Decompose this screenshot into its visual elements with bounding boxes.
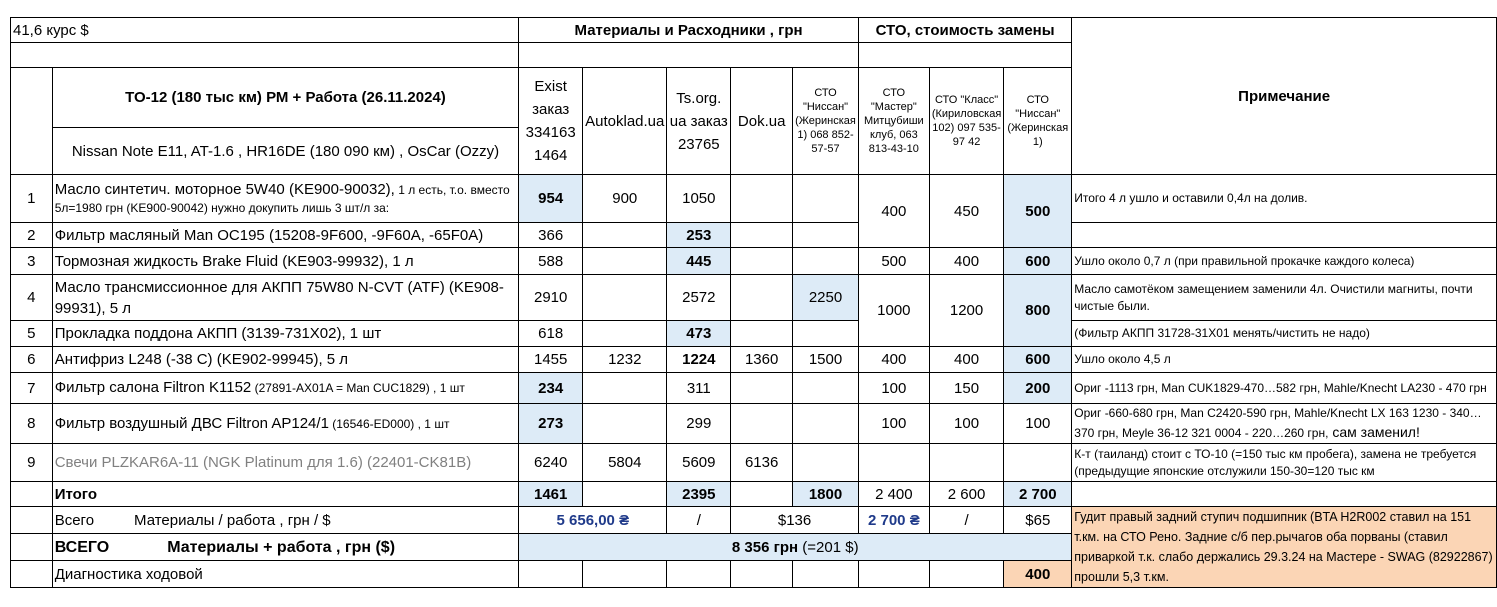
sto-master-price: 400 (858, 347, 929, 373)
slash: / (929, 507, 1003, 534)
price-autoklad (583, 223, 667, 248)
price-sto-nissan (793, 444, 859, 482)
empty-cell (929, 561, 1003, 588)
col-dok: Dok.ua (731, 68, 793, 175)
grand-label: ВСЕГО Материалы + работа , грн ($) (52, 534, 519, 561)
price-exist: 588 (519, 248, 583, 275)
price-autoklad (583, 321, 667, 347)
price-dok (731, 373, 793, 404)
total-exist: 1461 (519, 482, 583, 507)
item-name: Фильтр салона Filtron K1152 (27891-AX01A = Man CUC1829) , 1 шт (52, 373, 519, 404)
total-autoklad (583, 482, 667, 507)
price-exist: 618 (519, 321, 583, 347)
note: Масло самотёком замещением заменили 4л. Очистили магниты, почти чистые были. (1072, 275, 1497, 321)
col-autoklad: Autoklad.ua (583, 68, 667, 175)
total-tsorg: 2395 (667, 482, 731, 507)
sto-klass-price: 450 (929, 175, 1003, 248)
price-sto-nissan (793, 373, 859, 404)
price-dok (731, 175, 793, 223)
empty-cell (731, 561, 793, 588)
sto-klass-price (929, 444, 1003, 482)
item-name: Фильтр воздушный ДВС Filtron AP124/1 (16546-ED000) , 1 шт (52, 404, 519, 444)
empty-cell (667, 561, 731, 588)
price-dok (731, 223, 793, 248)
price-table (10, 17, 1497, 588)
price-tsorg: 311 (667, 373, 731, 404)
row-number: 6 (11, 347, 53, 373)
sto-nissan-price (1004, 444, 1072, 482)
price-exist: 6240 (519, 444, 583, 482)
price-dok: 1360 (731, 347, 793, 373)
note: Ушло около 4,5 л (1072, 347, 1497, 373)
work-uah: 2 700 ₴ (858, 507, 929, 534)
grand-total: 8 356 грн (=201 $) (519, 534, 1072, 561)
sto-nissan-price: 600 (1004, 248, 1072, 275)
slash: / (667, 507, 731, 534)
price-exist: 954 (519, 175, 583, 223)
sto-master-price: 100 (858, 373, 929, 404)
price-autoklad: 5804 (583, 444, 667, 482)
total-nissan: 2 700 (1004, 482, 1072, 507)
sto-master-price: 400 (858, 175, 929, 248)
rate-cell: 41,6 курс $ (11, 18, 519, 43)
price-tsorg: 1224 (667, 347, 731, 373)
price-exist: 366 (519, 223, 583, 248)
price-tsorg: 1050 (667, 175, 731, 223)
item-name: Масло трансмиссионное для АКПП 75W80 N-CVT (ATF) (KE908-99931), 5 л (52, 275, 519, 321)
note: К-т (таиланд) стоит с ТО-10 (=150 тыс км пробега), замена не требуется (предыдущие японские отслужили 150-30=120 тыс км (1072, 444, 1497, 482)
price-tsorg: 473 (667, 321, 731, 347)
row-number: 2 (11, 223, 53, 248)
total-klass: 2 600 (929, 482, 1003, 507)
empty-cell (583, 561, 667, 588)
item-name: Свечи PLZKAR6A-11 (NGK Platinum для 1.6) (22401-CK81B) (52, 444, 519, 482)
price-tsorg: 2572 (667, 275, 731, 321)
vsego-label: Всего Материалы / работа , грн / $ (52, 507, 519, 534)
sto-nissan-price: 100 (1004, 404, 1072, 444)
price-tsorg: 5609 (667, 444, 731, 482)
row-number: 3 (11, 248, 53, 275)
price-tsorg: 445 (667, 248, 731, 275)
item-name: Тормозная жидкость Brake Fluid (KE903-99932), 1 л (52, 248, 519, 275)
sto-master-price: 1000 (858, 275, 929, 347)
row-number: 9 (11, 444, 53, 482)
sto-nissan-price: 800 (1004, 275, 1072, 347)
price-tsorg: 253 (667, 223, 731, 248)
row-number: 8 (11, 404, 53, 444)
total-master: 2 400 (858, 482, 929, 507)
note (1072, 223, 1497, 248)
sto-title: СТО, стоимость замены (858, 18, 1071, 43)
price-dok (731, 248, 793, 275)
item-name: Фильтр масляный Man OC195 (15208-9F600, -9F60A, -65F0A) (52, 223, 519, 248)
note: Итого 4 л ушло и оставили 0,4л на долив. (1072, 175, 1497, 223)
empty-cell (1072, 482, 1497, 507)
note: Ориг -660-680 грн, Man C2420-590 грн, Mahle/Knecht LX 163 1230 - 340…370 грн, Meyle 36-12 321 0004 - 220…260 грн, сам заменил! (1072, 404, 1497, 444)
sto-nissan-price: 200 (1004, 373, 1072, 404)
materials-usd: $136 (731, 507, 859, 534)
sto-master-price: 100 (858, 404, 929, 444)
sto-nissan-price: 600 (1004, 347, 1072, 373)
price-autoklad (583, 248, 667, 275)
row-number: 1 (11, 175, 53, 223)
note: (Фильтр АКПП 31728-31X01 менять/чистить не надо) (1072, 321, 1497, 347)
price-sto-nissan (793, 248, 859, 275)
empty-cell (11, 43, 519, 68)
price-dok: 6136 (731, 444, 793, 482)
diag-label: Диагностика ходовой (52, 561, 519, 588)
to-title: ТО-12 (180 тыс км) РМ + Работа (26.11.2024) (52, 68, 519, 128)
note: Ориг -1113 грн, Man CUK1829-470…582 грн, Mahle/Knecht LA230 - 470 грн (1072, 373, 1497, 404)
sto-klass-price: 400 (929, 347, 1003, 373)
empty-cell (11, 534, 53, 561)
bearing-note: Гудит правый задний ступич подшипник (BTA H2R002 ставил на 151 т.км. на СТО Рено. Задние с/б пер.рычагов оба порваны (ставил приваркой т.к. слабо держались 29.3.24 на Мастере - SWAG (82922867) прошли 5,3 т.км. (1072, 507, 1497, 588)
sto-klass-price: 100 (929, 404, 1003, 444)
price-sto-nissan (793, 223, 859, 248)
empty-cell (858, 43, 1071, 68)
price-exist: 1455 (519, 347, 583, 373)
price-sto-nissan: 2250 (793, 275, 859, 321)
car-info: Nissan Note E11, AT-1.6 , HR16DE (180 090 км) , OsCar (Ozzy) (52, 128, 519, 175)
row-number: 4 (11, 275, 53, 321)
price-tsorg: 299 (667, 404, 731, 444)
empty-cell (11, 68, 53, 175)
sto-klass-price: 1200 (929, 275, 1003, 347)
price-dok (731, 321, 793, 347)
empty-cell (11, 507, 53, 534)
price-dok (731, 275, 793, 321)
item-name: Прокладка поддона АКПП (3139-731X02), 1 шт (52, 321, 519, 347)
sto-master-price: 500 (858, 248, 929, 275)
empty-cell (519, 43, 859, 68)
price-sto-nissan (793, 321, 859, 347)
notes-title: Примечание (1072, 18, 1497, 175)
price-exist: 234 (519, 373, 583, 404)
materials-title: Материалы и Расходники , грн (519, 18, 859, 43)
empty-cell (793, 561, 859, 588)
price-autoklad: 900 (583, 175, 667, 223)
col-sto-master: СТО "Мастер" Митцубиши клуб, 063 813-43-10 (858, 68, 929, 175)
price-sto-nissan: 1500 (793, 347, 859, 373)
item-name: Антифриз L248 (-38 C) (KE902-99945), 5 л (52, 347, 519, 373)
price-dok (731, 404, 793, 444)
col-sto-nissan-mat: СТО "Ниссан" (Жеринская 1) 068 852-57-57 (793, 68, 859, 175)
note: Ушло около 0,7 л (при правильной прокачке каждого колеса) (1072, 248, 1497, 275)
empty-cell (519, 561, 583, 588)
col-sto-klass: СТО "Класс" (Кириловская 102) 097 535-97 42 (929, 68, 1003, 175)
row-number: 7 (11, 373, 53, 404)
diag-nissan-price: 400 (1004, 561, 1072, 588)
item-name: Масло синтетич. моторное 5W40 (KE900-90032), 1 л есть, т.о. вместо 5л=1980 грн (KE900-90042) нужно докупить лишь 3 шт/л за: (52, 175, 519, 223)
total-sto-nissan-mat: 1800 (793, 482, 859, 507)
empty-cell (11, 482, 53, 507)
empty-cell (11, 561, 53, 588)
row-number: 5 (11, 321, 53, 347)
col-tsorg: Ts.org. ua заказ 23765 (667, 68, 731, 175)
price-autoklad (583, 275, 667, 321)
price-sto-nissan (793, 175, 859, 223)
total-dok (731, 482, 793, 507)
work-usd: $65 (1004, 507, 1072, 534)
sto-klass-price: 150 (929, 373, 1003, 404)
col-sto-nissan: СТО "Ниссан" (Жеринская 1) (1004, 68, 1072, 175)
sto-nissan-price: 500 (1004, 175, 1072, 248)
price-exist: 273 (519, 404, 583, 444)
sto-klass-price: 400 (929, 248, 1003, 275)
materials-uah: 5 656,00 ₴ (519, 507, 667, 534)
total-label: Итого (52, 482, 519, 507)
price-exist: 2910 (519, 275, 583, 321)
col-exist: Exist заказ 334163 1464 (519, 68, 583, 175)
price-sto-nissan (793, 404, 859, 444)
price-autoklad (583, 373, 667, 404)
price-autoklad: 1232 (583, 347, 667, 373)
sto-master-price (858, 444, 929, 482)
empty-cell (858, 561, 929, 588)
price-autoklad (583, 404, 667, 444)
